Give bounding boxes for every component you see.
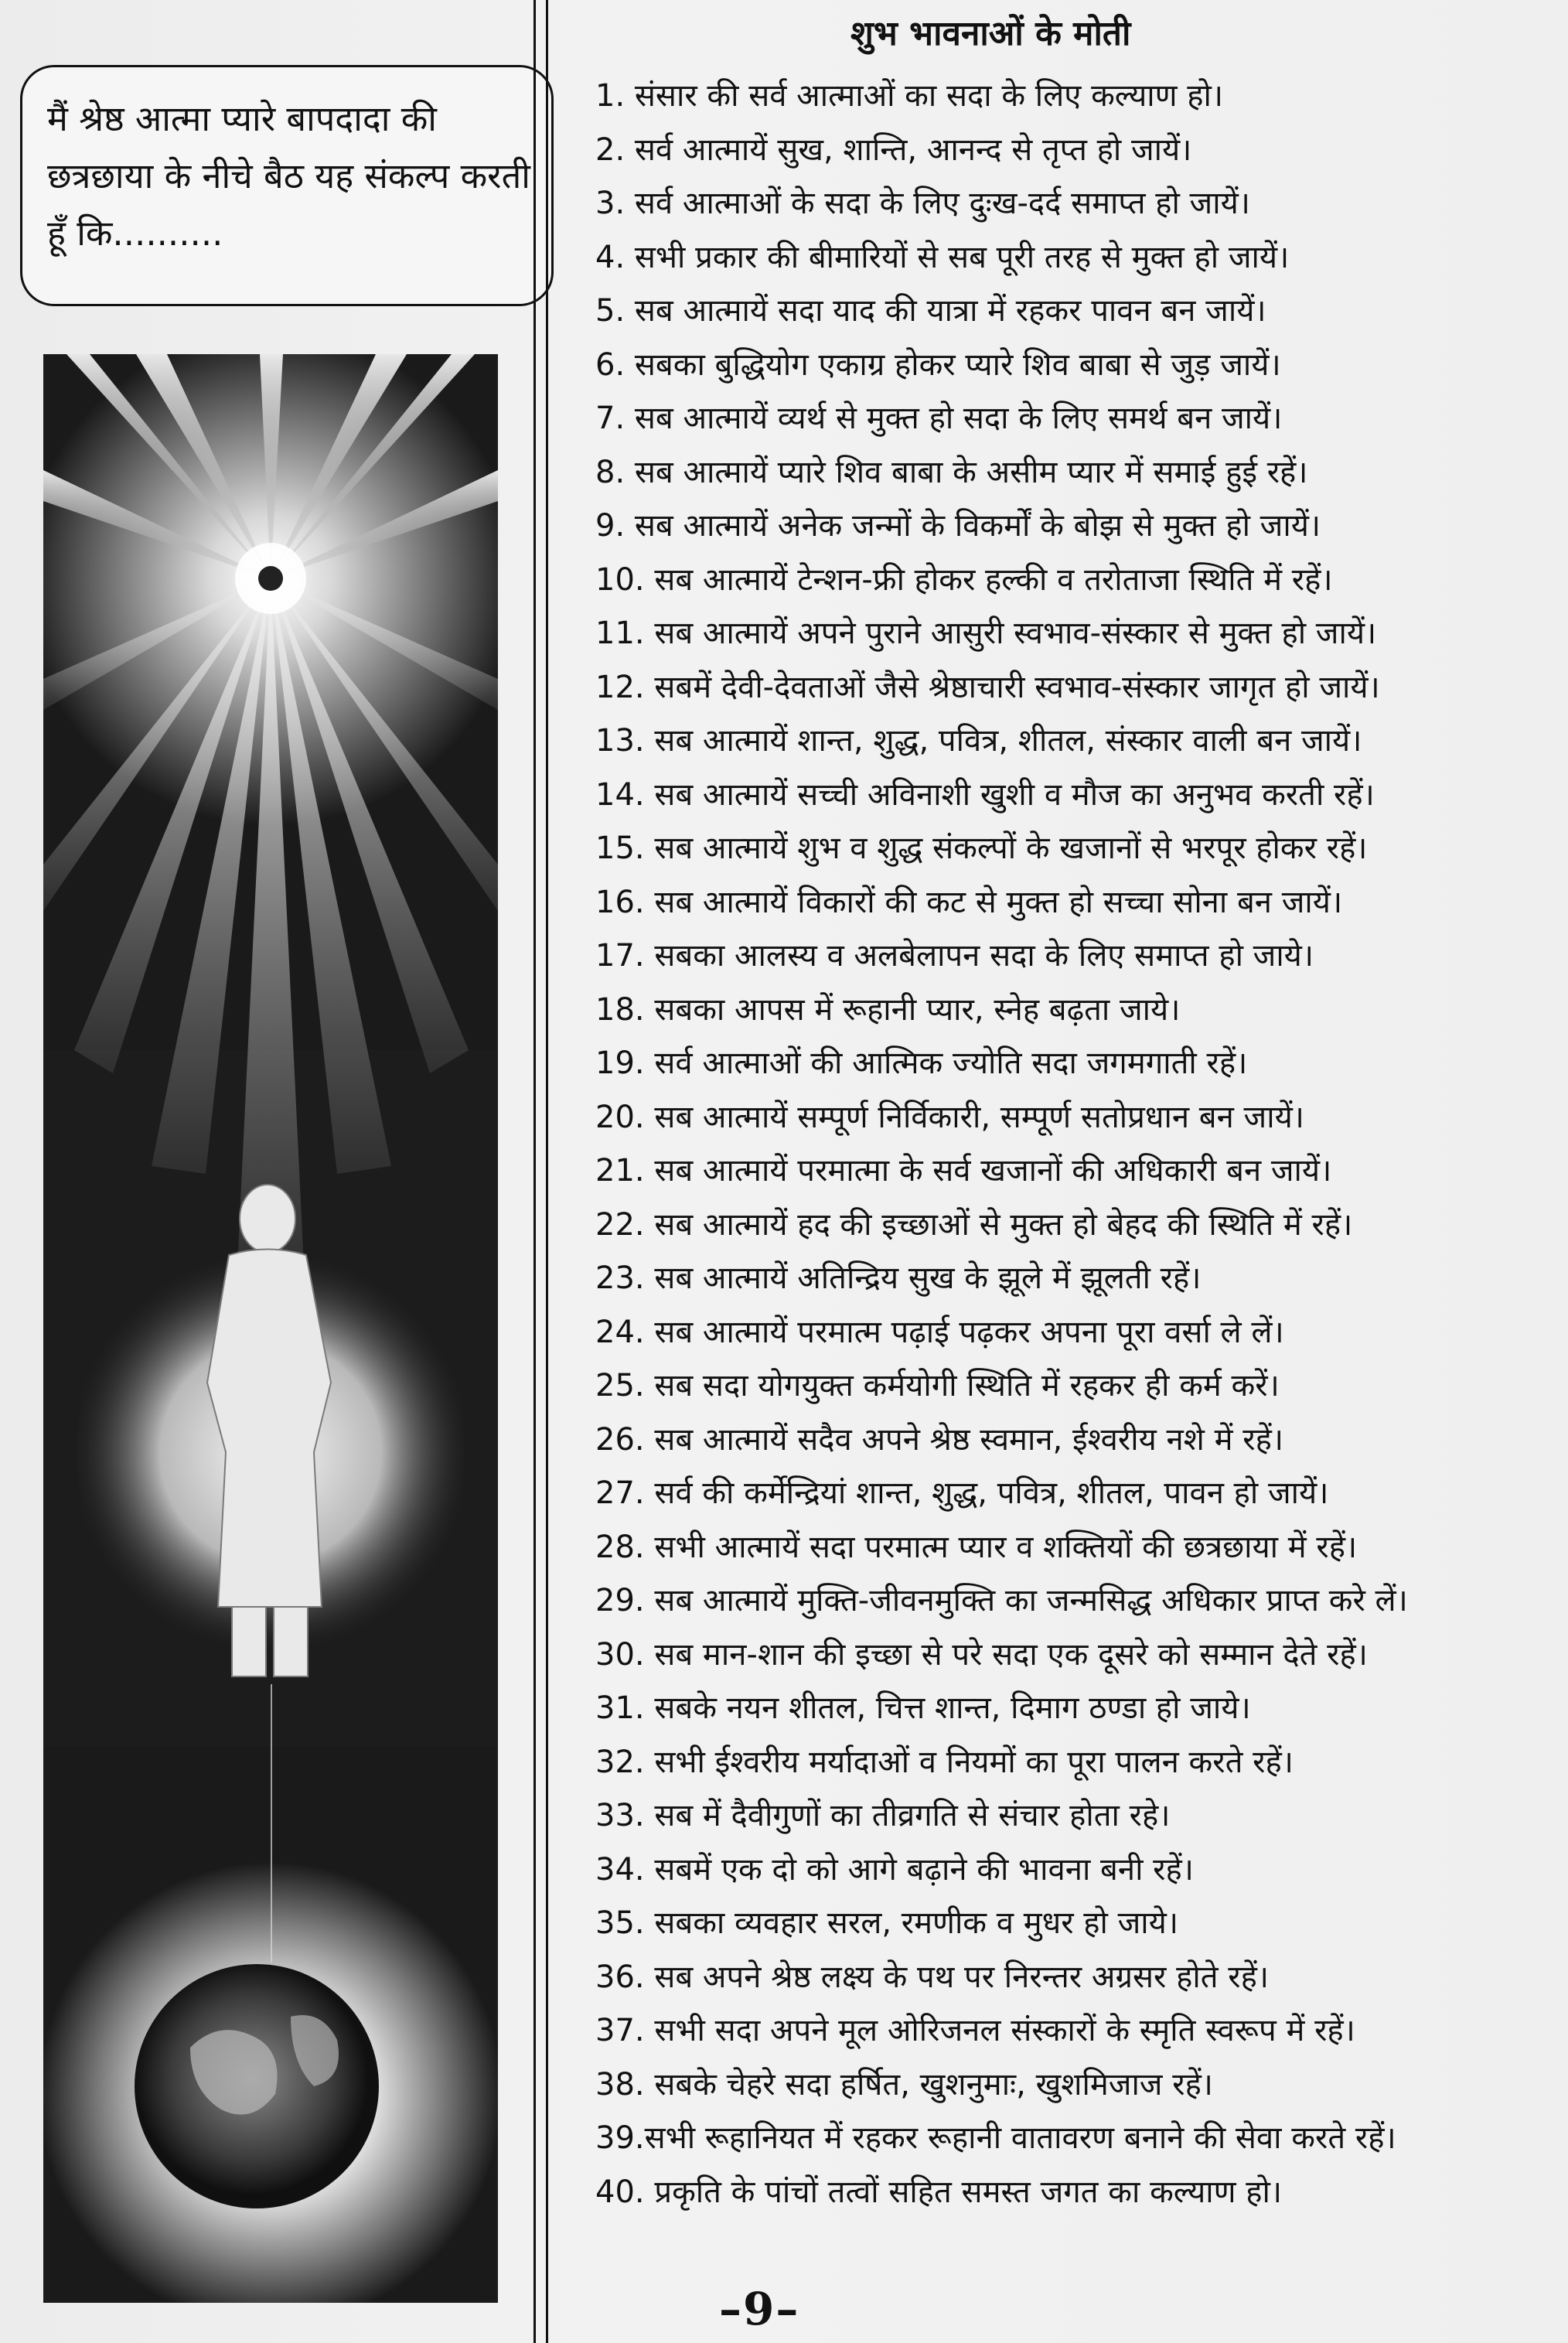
list-item: 1. संसार की सर्व आत्माओं का सदा के लिए कल्याण हो। <box>595 78 1224 114</box>
list-item: 24. सब आत्मायें परमात्म पढ़ाई पढ़कर अपना पूरा वर्सा ले लें। <box>595 1314 1284 1350</box>
list-item: 30. सब मान-शान की इच्छा से परे सदा एक दूसरे को सम्मान देते रहें। <box>595 1636 1368 1673</box>
list-item: 19. सर्व आत्माओं की आत्मिक ज्योति सदा जगमगाती रहें। <box>595 1045 1248 1081</box>
good-wishes-list <box>595 70 1568 2219</box>
list-item: 14. सब आत्मायें सच्ची अविनाशी खुशी व मौज का अनुभव करती रहें। <box>595 776 1375 813</box>
list-item: 15. सब आत्मायें शुभ व शुद्ध संकल्पों के खजानों से भरपूर होकर रहें। <box>595 830 1368 866</box>
list-title: शुभ भावनाओं के मोती <box>850 14 1131 53</box>
list-item: 2. सर्व आत्मायें सुख, शान्ति, आनन्द से तृप्त हो जायें। <box>595 131 1192 168</box>
list-item: 28. सभी आत्मायें सदा परमात्म प्यार व शक्तियों की छत्रछाया में रहें। <box>595 1529 1358 1565</box>
column-divider <box>533 0 536 2343</box>
list-item: 13. सब आत्मायें शान्त, शुद्ध, पवित्र, शीतल, संस्कार वाली बन जायें। <box>595 723 1362 759</box>
intro-callout-box <box>20 65 554 306</box>
list-item: 10. सब आत्मायें टेन्शन-फ्री होकर हल्की व तरोताजा स्थिति में रहें। <box>595 561 1333 598</box>
list-item: 12. सबमें देवी-देवताओं जैसे श्रेष्ठाचारी स्वभाव-संस्कार जागृत हो जायें। <box>595 669 1380 705</box>
list-item: 40. प्रकृति के पांचों तत्वों सहित समस्त जगत का कल्याण हो। <box>595 2174 1283 2210</box>
list-item: 39.सभी रूहानियत में रहकर रूहानी वातावरण बनाने की सेवा करते रहें। <box>595 2120 1396 2156</box>
list-item: 16. सब आत्मायें विकारों की कट से मुक्त हो सच्चा सोना बन जायें। <box>595 884 1343 920</box>
list-item: 21. सब आत्मायें परमात्मा के सर्व खजानों की अधिकारी बन जायें। <box>595 1153 1332 1189</box>
list-item: 11. सब आत्मायें अपने पुराने आसुरी स्वभाव-संस्कार से मुक्त हो जायें। <box>595 616 1377 651</box>
list-item: 29. सब आत्मायें मुक्ति-जीवनमुक्ति का जन्मसिद्ध अधिकार प्राप्त करे लें। <box>595 1583 1408 1618</box>
right-column <box>588 0 1562 2343</box>
left-column <box>0 0 541 2343</box>
list-item: 23. सब आत्मायें अतिन्द्रिय सुख के झूले में झूलती रहें। <box>595 1260 1202 1296</box>
intro-text: मैं श्रेष्ठ आत्मा प्यारे बापदादा की छत्रछाया के नीचे बैठ यह संकल्प करती हूँ कि.......... <box>47 98 530 254</box>
list-item: 32. सभी ईश्वरीय मर्यादाओं व नियमों का पूरा पालन करते रहें। <box>595 1744 1294 1780</box>
list-item: 9. सब आत्मायें अनेक जन्मों के विकर्मों के बोझ से मुक्त हो जायें। <box>595 508 1321 544</box>
list-item: 7. सब आत्मायें व्यर्थ से मुक्त हो सदा के लिए समर्थ बन जायें। <box>595 401 1283 436</box>
list-item: 31. सबके नयन शीतल, चित्त शान्त, दिमाग ठण्डा हो जाये। <box>595 1690 1251 1726</box>
list-item: 27. सर्व की कर्मेन्द्रियां शान्त, शुद्ध, पवित्र, शीतल, पावन हो जायें। <box>595 1475 1329 1511</box>
list-item: 26. सब आत्मायें सदैव अपने श्रेष्ठ स्वमान, ईश्वरीय नशे में रहें। <box>595 1421 1283 1458</box>
list-item: 33. सब में दैवीगुणों का तीव्रगति से संचार होता रहे। <box>595 1798 1171 1833</box>
list-item: 35. सबका व्यवहार सरल, रमणीक व मुधर हो जाये। <box>595 1905 1179 1941</box>
list-item: 22. सब आत्मायें हद की इच्छाओं से मुक्त हो बेहद की स्थिति में रहें। <box>595 1206 1353 1243</box>
list-item: 38. सबके चेहरे सदा हर्षित, खुशनुमाः, खुशमिजाज रहें। <box>595 2066 1213 2103</box>
list-item: 20. सब आत्मायें सम्पूर्ण निर्विकारी, सम्पूर्ण सतोप्रधान बन जायें। <box>595 1099 1304 1135</box>
list-item: 3. सर्व आत्माओं के सदा के लिए दुःख-दर्द समाप्त हो जायें। <box>595 186 1250 221</box>
list-item: 36. सब अपने श्रेष्ठ लक्ष्य के पथ पर निरन्तर अग्रसर होते रहें। <box>595 1959 1269 1995</box>
list-item: 17. सबका आलस्य व अलबेलापन सदा के लिए समाप्त हो जाये। <box>595 938 1314 974</box>
list-item: 18. सबका आपस में रूहानी प्यार, स्नेह बढ़ता जाये। <box>595 991 1181 1028</box>
page-number: –9– <box>719 2283 800 2335</box>
spiritual-illustration <box>43 354 498 2303</box>
list-item: 8. सब आत्मायें प्यारे शिव बाबा के असीम प्यार में समाई हुई रहें। <box>595 454 1308 490</box>
list-item: 5. सब आत्मायें सदा याद की यात्रा में रहकर पावन बन जायें। <box>595 293 1266 329</box>
list-item: 4. सभी प्रकार की बीमारियों से सब पूरी तरह से मुक्त हो जायें। <box>595 239 1290 275</box>
light-rays-figure-globe-image <box>43 354 498 2303</box>
list-item: 25. सब सदा योगयुक्त कर्मयोगी स्थिति में रहकर ही कर्म करें। <box>595 1368 1280 1403</box>
list-item: 34. सबमें एक दो को आगे बढ़ाने की भावना बनी रहें। <box>595 1851 1194 1888</box>
column-divider <box>546 0 548 2343</box>
list-item: 37. सभी सदा अपने मूल ओरिजनल संस्कारों के स्मृति स्वरूप में रहें। <box>595 2013 1355 2048</box>
list-item: 6. सबका बुद्धियोग एकाग्र होकर प्यारे शिव बाबा से जुड़ जायें। <box>595 346 1281 383</box>
